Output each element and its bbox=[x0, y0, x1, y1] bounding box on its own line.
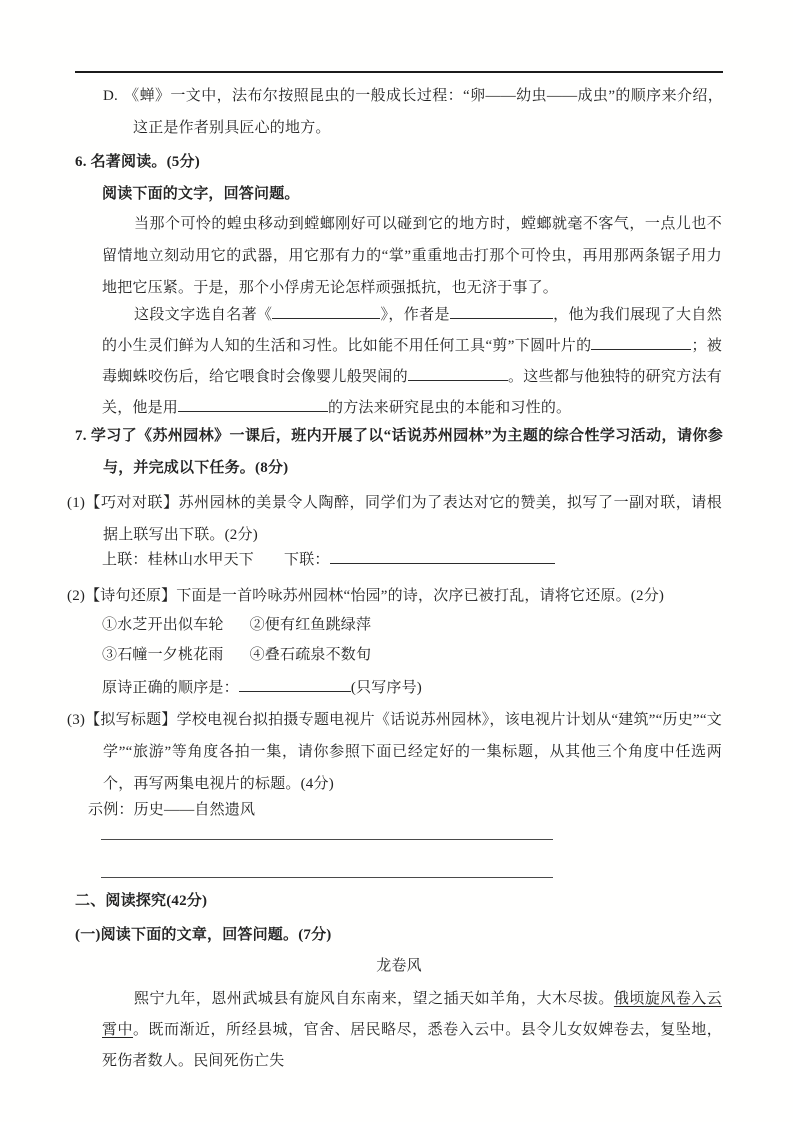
poem-line-3: ③石幢一夕桃花雨 bbox=[102, 647, 224, 663]
blank-field-order bbox=[239, 678, 351, 692]
fill-seg-5: 。这些都与他独特的研究方法有关，他是用 bbox=[102, 369, 722, 416]
blank-field-insect-2 bbox=[408, 367, 508, 381]
couplet-lower-label: 下联： bbox=[284, 552, 330, 568]
blank-field-insect-1 bbox=[591, 336, 691, 350]
essay-title: 龙卷风 bbox=[376, 958, 422, 974]
q6-passage: 当那个可怜的蝗虫移动到螳螂刚好可以碰到它的地方时，螳螂就毫不客气，一点儿也不留情地立刻动用它的武器，用它那有力的“掌”重重地击打那个可怜虫，再用那两条锯子用力地把它压紧。于是，那个小俘虏无论怎样顽强抵抗，也无济于事了。 bbox=[102, 216, 722, 296]
fill-seg-4: ；被毒蜘蛛咬伤后，给它喂食时会像婴儿般哭闹的 bbox=[102, 338, 722, 385]
blank-field-method bbox=[178, 398, 328, 412]
blank-field-author bbox=[450, 305, 553, 319]
q7-part3-text: (3)【拟写标题】学校电视台拟拍摄专题电视片《话说苏州园林》，该电视片计划从“建筑”“历史”“文学”“旅游”等角度各拍一集，请你参照下面已经定好的一集标题，从其他三个角度中任选两个，再写两集电视片的标题。(4分) bbox=[67, 712, 722, 792]
couplet-row bbox=[102, 544, 555, 576]
question-7-heading: 7. 学习了《苏州园林》一课后，班内开展了以“话说苏州园林”为主题的综合性学习活动，请你参与，并完成以下任务。(8分) bbox=[75, 428, 723, 476]
essay-paragraph bbox=[102, 984, 722, 1077]
fill-seg-2: 》，作者是 bbox=[380, 307, 450, 323]
blank-field-couplet bbox=[330, 550, 555, 564]
section-2-subheading: (一)阅读下面的文章，回答问题。(7分) bbox=[75, 927, 332, 943]
option-d-marker: D. bbox=[103, 88, 118, 104]
blank-field-title bbox=[272, 305, 380, 319]
couplet-upper: 上联：桂林山水甲天下 bbox=[102, 552, 255, 568]
q7-part1-text: (1)【巧对对联】苏州园林的美景令人陶醉，同学们为了表达对它的赞美，拟写了一副对联，请根据上联写出下联。(2分) bbox=[67, 495, 722, 543]
order-suffix: (只写序号) bbox=[350, 680, 423, 696]
essay-seg-2: 。既而渐近，所经县城，官舍、居民略尽，悉卷入云中。县令儿女奴婢卷去，复坠地，死伤者数人。民间死伤亡失 bbox=[102, 1022, 722, 1069]
top-divider-rule bbox=[75, 71, 723, 73]
q7-part2-text: (2)【诗句还原】下面是一首吟咏苏州园林“怡园”的诗，次序已被打乱，请将它还原。(2分) bbox=[67, 588, 665, 604]
poem-line-2: ②便有红鱼跳绿萍 bbox=[249, 617, 372, 633]
answer-line-1 bbox=[101, 839, 553, 840]
title-example: 示例：历史——自然遗风 bbox=[88, 802, 256, 818]
poem-line-row-1 bbox=[102, 609, 371, 641]
essay-underlined-sentence: 俄顷旋风卷入云霄中 bbox=[102, 991, 722, 1038]
poem-line-1: ①水芝开出似车轮 bbox=[102, 617, 224, 633]
essay-seg-1: 熙宁九年，恩州武城县有旋风自东南来，望之插天如羊角，大木尽拔。 bbox=[134, 991, 614, 1007]
poem-line-row-2 bbox=[102, 639, 371, 671]
fill-seg-6: 的方法来研究昆虫的本能和习性的。 bbox=[328, 400, 572, 416]
order-prefix: 原诗正确的顺序是： bbox=[102, 680, 239, 696]
section-2-heading: 二、阅读探究(42分) bbox=[75, 893, 208, 909]
fill-seg-1: 这段文字选自名著《 bbox=[134, 307, 273, 323]
poem-order-row bbox=[102, 672, 422, 704]
question-6-subheading: 阅读下面的文字，回答问题。 bbox=[102, 186, 300, 202]
option-d-text: 《蝉》一文中，法布尔按照昆虫的一般成长过程：“卵——幼虫——成虫”的顺序来介绍，这正是作者别具匠心的地方。 bbox=[123, 88, 723, 136]
q6-fill-paragraph bbox=[102, 300, 722, 424]
option-d bbox=[103, 80, 723, 144]
answer-line-2 bbox=[101, 877, 553, 878]
fill-seg-3: ，他为我们展现了大自然的小生灵们鲜为人知的生活和习性。比如能不用任何工具“剪”下圆叶片的 bbox=[102, 307, 722, 354]
poem-line-4: ④叠石疏泉不数旬 bbox=[249, 647, 372, 663]
question-6-heading: 6. 名著阅读。(5分) bbox=[75, 154, 200, 170]
